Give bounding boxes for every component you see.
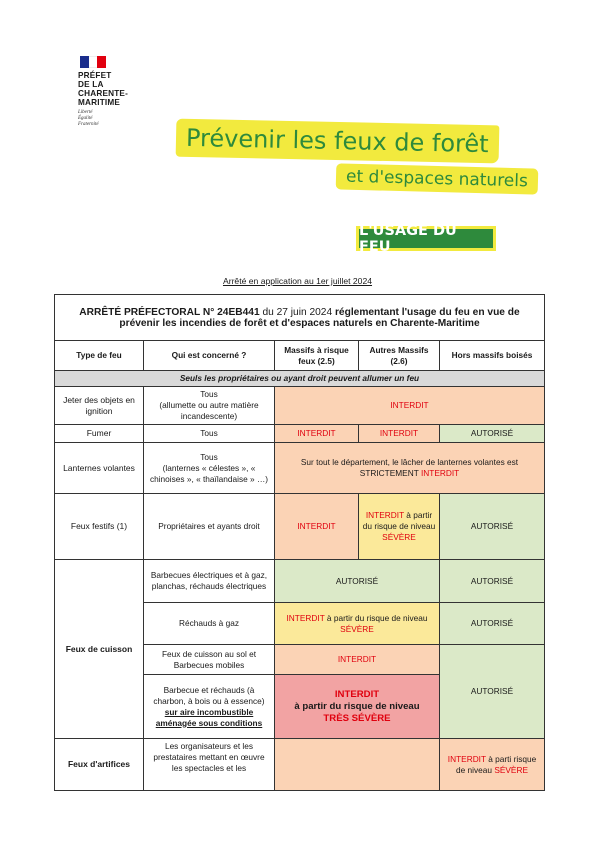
- band-proprietaires: Seuls les propriétaires ou ayant droit peuvent allumer un feu: [55, 371, 545, 387]
- header-massifs-risque: Massifs à risque feux (2.5): [275, 341, 359, 371]
- table-row: [55, 425, 545, 443]
- cell-cuisson-2-hors: AUTORISÉ: [440, 603, 545, 645]
- row-qui-lanternes: Tous (lanternes « célestes », « chinoises », « thaïlandaise » …): [144, 443, 275, 494]
- cell-festifs-2: INTERDIT à partir du risque de niveau SÉVÈRE: [359, 494, 440, 560]
- cell-cuisson-2-massifs: INTERDIT à partir du risque de niveau SÉVÈRE: [275, 603, 440, 645]
- cell-fumer-2: INTERDIT: [359, 425, 440, 443]
- prefet-logo: [78, 56, 158, 128]
- row-type-lanternes: Lanternes volantes: [55, 443, 144, 494]
- cell-fumer-3: AUTORISÉ: [440, 425, 545, 443]
- usage-badge: L'USAGE DU FEU: [356, 226, 496, 251]
- row-qui-cuisson-2: Réchauds à gaz: [144, 603, 275, 645]
- cell-cuisson-3-massifs: INTERDIT: [275, 645, 440, 675]
- title-line-1: Prévenir les feux de forêt: [176, 119, 499, 164]
- cell-cuisson-1-massifs: AUTORISÉ: [275, 560, 440, 603]
- cell-festifs-1: INTERDIT: [275, 494, 359, 560]
- cell-festifs-3: AUTORISÉ: [440, 494, 545, 560]
- row-qui-fumer: Tous: [144, 425, 275, 443]
- header-autres-massifs: Autres Massifs (2.6): [359, 341, 440, 371]
- application-date: Arrêté en application au 1er juillet 2024: [222, 276, 373, 286]
- table-row: [55, 443, 545, 494]
- table-title: ARRÊTÉ PRÉFECTORAL N° 24EB441 du 27 juin 2024 réglementant l'usage du feu en vue de prévenir les incendies de forêt et d'espaces naturels en Charente-Maritime: [55, 295, 545, 341]
- cell-fumer-1: INTERDIT: [275, 425, 359, 443]
- regulation-table: [54, 294, 545, 791]
- cell-jeter-interdit: INTERDIT: [275, 387, 545, 425]
- cell-cuisson-34-hors: AUTORISÉ: [440, 645, 545, 739]
- row-qui-cuisson-4: Barbecue et réchauds (à charbon, à bois ou à essence) sur aire incombustible aménagée sous conditions: [144, 675, 275, 739]
- header-hors-massifs: Hors massifs boisés: [440, 341, 545, 371]
- table-row: [55, 387, 545, 425]
- row-qui-artifices: Les organisateurs et les prestataires mettant en œuvre les spectacles et les: [144, 739, 275, 791]
- cell-artifices-massifs: [275, 739, 440, 791]
- prefet-name: PRÉFET DE LA CHARENTE- MARITIME: [78, 71, 129, 107]
- marianne-flag-icon: [80, 56, 106, 68]
- row-qui-jeter: Tous (allumette ou autre matière incandescente): [144, 387, 275, 425]
- devise: Liberté Égalité Fraternité: [78, 110, 99, 127]
- header-qui: Qui est concerné ?: [144, 341, 275, 371]
- row-type-fumer: Fumer: [55, 425, 144, 443]
- title-line-2: et d'espaces naturels: [336, 163, 538, 194]
- row-qui-festifs: Propriétaires et ayants droit: [144, 494, 275, 560]
- row-type-artifices: Feux d'artifices: [55, 739, 144, 791]
- row-type-cuisson: Feux de cuisson: [55, 560, 144, 739]
- row-type-festifs: Feux festifs (1): [55, 494, 144, 560]
- table-row: [55, 494, 545, 560]
- cell-lanternes: Sur tout le département, le lâcher de lanternes volantes est STRICTEMENT INTERDIT: [275, 443, 545, 494]
- table-row: [55, 739, 545, 791]
- header-type: Type de feu: [55, 341, 144, 371]
- table-row: [55, 560, 545, 603]
- cell-cuisson-1-hors: AUTORISÉ: [440, 560, 545, 603]
- row-qui-cuisson-1: Barbecues électriques et à gaz, planchas, réchauds électriques: [144, 560, 275, 603]
- row-type-jeter: Jeter des objets en ignition: [55, 387, 144, 425]
- cell-artifices-hors: INTERDIT à parti risque de niveau SÉVÈRE: [440, 739, 545, 791]
- cell-cuisson-4-massifs: INTERDIT à partir du risque de niveau TRÈS SÉVÈRE: [275, 675, 440, 739]
- row-qui-cuisson-3: Feux de cuisson au sol et Barbecues mobiles: [144, 645, 275, 675]
